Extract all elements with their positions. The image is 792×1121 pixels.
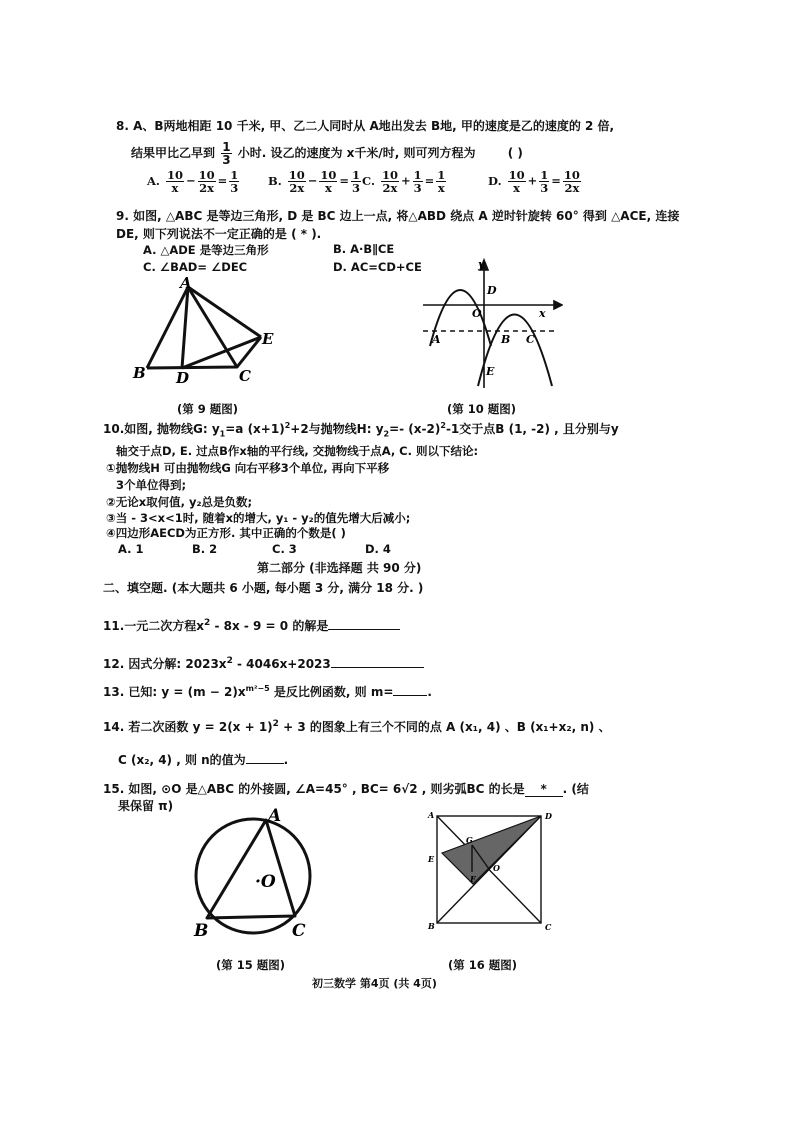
q15-answer-blank[interactable]: * <box>525 782 563 797</box>
label-d: D <box>176 369 190 387</box>
figure-9-caption: (第 9 题图) <box>177 402 239 416</box>
fraction-1 <box>166 169 184 194</box>
label-e: E <box>262 330 274 348</box>
fraction-1 <box>381 169 399 194</box>
fraction-1 <box>508 169 526 194</box>
label-e: E <box>428 854 435 864</box>
label-b: B <box>501 333 511 346</box>
q13-text-a: 13. 已知: y = (m − 2)x <box>103 685 246 699</box>
q10-conclusion-4: ④四边形AECD为正方形. 其中正确的个数是( ) <box>106 526 346 540</box>
q13-text-c: . <box>427 685 432 699</box>
x-axis-arrow <box>554 301 562 309</box>
q10-text-b: =a (x+1) <box>225 422 285 436</box>
q10-option-d: D. 4 <box>365 542 391 556</box>
denominator: x <box>437 181 445 195</box>
q10-text-e: -1交于点B (1, -2) , 且分别与y <box>445 422 619 436</box>
label-o: O <box>472 307 482 320</box>
q13-answer-blank[interactable] <box>393 695 427 696</box>
denominator: 2x <box>382 181 398 195</box>
triangle-abc <box>147 287 237 368</box>
q9-option-c: C. ∠BAD= ∠DEC <box>143 260 248 274</box>
equals-sign: = <box>339 173 350 188</box>
denominator: 2x <box>199 181 215 195</box>
fraction-2 <box>198 169 216 194</box>
q9-option-d: D. AC=CD+CE <box>333 260 422 274</box>
figure-15-caption: (第 15 题图) <box>216 958 286 972</box>
equals-sign: = <box>551 173 561 188</box>
fraction-1 <box>288 169 306 194</box>
numerator: 1 <box>540 168 549 182</box>
q14-line2-text: C (x₂, 4) , 则 n的值为 <box>118 753 246 767</box>
q8-fraction <box>221 141 231 166</box>
q14-sup: 2 <box>272 719 279 729</box>
fraction-3 <box>563 169 581 194</box>
option-label: B. <box>268 173 282 188</box>
numerator: 1 <box>413 168 422 182</box>
q11 <box>103 617 400 634</box>
q10-sup1: 2 <box>284 421 291 430</box>
label-f: F <box>470 874 476 884</box>
label-e: E <box>486 365 495 378</box>
q15-text-a: 15. 如图, ⊙O 是△ABC 的外接圆, ∠A=45° , BC= 6√2 , 则劣弧BC 的长是 <box>103 782 525 796</box>
label-d: D <box>545 811 552 821</box>
q14-text-b: + 3 的图象上有三个不同的点 A (x₁, 4) 、B (x₁+x₂, n) 、 <box>278 720 611 734</box>
denominator: x <box>171 181 179 195</box>
numerator: 1 <box>437 168 446 182</box>
label-b: B <box>428 921 435 931</box>
q10-line1 <box>103 420 619 438</box>
label-c: C <box>545 922 552 932</box>
q8-frac-den: 3 <box>222 153 231 167</box>
q11-answer-blank[interactable] <box>328 629 400 630</box>
fraction-3 <box>351 169 361 194</box>
fraction-3 <box>229 169 239 194</box>
q15-line1 <box>103 780 589 797</box>
numerator: 10 <box>198 168 215 182</box>
q8-option-c <box>362 169 448 194</box>
equals-sign: = <box>217 173 228 188</box>
q10-conclusion-3: ③当 - 3<x<1时, 随着x的增大, y₁ - y₂的值先增大后减小; <box>106 511 411 525</box>
numerator: 10 <box>288 168 305 182</box>
fraction-2 <box>413 169 423 194</box>
q10-option-c: C. 3 <box>272 542 297 556</box>
denominator: 3 <box>540 181 549 195</box>
q10-sub1: 1 <box>219 429 226 439</box>
numerator: 10 <box>381 168 398 182</box>
denominator: 3 <box>413 181 422 195</box>
q10-conclusion-1a: ①抛物线H 可由抛物线G 向右平移3个单位, 再向下平移 <box>106 461 390 475</box>
q10-option-b: B. 2 <box>192 542 218 556</box>
q9-line1: 9. 如图, △ABC 是等边三角形, D 是 BC 边上一点, 将△ABD 绕点 A 逆时针旋转 60° 得到 △ACE, 连接 <box>116 209 680 223</box>
q10-conclusion-1b: 3个单位得到; <box>116 478 187 492</box>
q8-option-a <box>147 169 241 194</box>
q11-text-a: 11.一元二次方程x <box>103 619 204 633</box>
label-a: A <box>432 333 441 346</box>
q15-line2: 果保留 π) <box>118 799 174 813</box>
q8-frac-num: 1 <box>222 140 231 154</box>
part-2-heading: 第二部分 (非选择题 共 90 分) <box>257 561 422 575</box>
q10-text-c: +2与抛物线H: y <box>290 422 384 436</box>
q14-text-a: 14. 若二次函数 y = 2(x + 1) <box>103 720 273 734</box>
figure-9-triangle <box>125 275 285 390</box>
triangle-abc <box>207 820 295 918</box>
figure-16-square <box>426 808 558 938</box>
fraction-2 <box>539 169 549 194</box>
q8-option-b <box>268 169 363 194</box>
q8-answer-paren: ( ) <box>507 146 523 160</box>
label-c: C <box>239 367 251 385</box>
q10-sub2: 2 <box>383 429 390 439</box>
denominator: 3 <box>352 181 361 195</box>
fraction-2 <box>319 169 337 194</box>
q9-line2: DE, 则下列说法不一定正确的是 ( * ). <box>116 227 322 241</box>
q12-text-b: - 4046x+2023 <box>232 657 331 671</box>
shaded-triangle <box>442 816 541 884</box>
q11-sup: 2 <box>204 618 211 628</box>
q8-line2-a: 结果甲比乙早到 <box>131 146 216 160</box>
label-c: C <box>292 921 306 940</box>
q12 <box>103 655 424 672</box>
label-c: C <box>526 333 535 346</box>
q10-text-a: 10.如图, 抛物线G: y <box>103 422 220 436</box>
figure-10-parabolas <box>418 258 563 393</box>
option-label: C. <box>362 173 375 188</box>
q10-sup2: 2 <box>440 421 446 430</box>
label-a: A <box>268 806 282 826</box>
numerator: 1 <box>352 168 361 182</box>
q9-option-a: A. △ADE 是等边三角形 <box>143 243 269 257</box>
numerator: 10 <box>320 168 337 182</box>
label-o: ·O <box>255 872 276 892</box>
figure-16-caption: (第 16 题图) <box>448 958 518 972</box>
q10-conclusion-2: ②无论x取何值, y₂总是负数; <box>106 495 253 509</box>
page-footer: 初三数学 第4页 (共 4页) <box>312 977 437 990</box>
q13-sup: m²−5 <box>245 684 270 693</box>
q12-answer-blank[interactable] <box>331 667 424 668</box>
denominator: x <box>513 181 521 195</box>
numerator: 10 <box>508 168 525 182</box>
figure-15-circle <box>183 805 328 940</box>
q8-line1: 8. A、B两地相距 10 千米, 甲、乙二人同时从 A地出发去 B地, 甲的速度是乙的速度的 2 倍, <box>116 119 615 133</box>
label-a: A <box>180 275 192 292</box>
denominator: x <box>324 181 332 195</box>
operator: − <box>307 173 318 188</box>
label-o: O <box>493 863 500 873</box>
operator: + <box>527 173 538 188</box>
segment-ae <box>188 287 261 337</box>
numerator: 10 <box>563 168 580 182</box>
q11-text-b: - 8x - 9 = 0 的解是 <box>210 619 329 633</box>
label-x: x <box>539 307 546 320</box>
label-d: D <box>487 284 497 297</box>
q9-option-b: B. A·B∥CE <box>333 242 395 256</box>
q8-line2-b: 小时. 设乙的速度为 x千米/时, 则可列方程为 <box>237 146 476 160</box>
label-y: y <box>478 258 485 271</box>
label-g: G <box>466 835 473 845</box>
q13-text-b: 是反比例函数, 则 m= <box>269 685 394 699</box>
denominator: 2x <box>564 181 580 195</box>
operator: − <box>185 173 196 188</box>
q14-end: . <box>283 753 289 767</box>
option-label: A. <box>147 173 160 188</box>
q15-text-b: . (结 <box>562 782 589 796</box>
fraction-3 <box>436 169 446 194</box>
option-label: D. <box>488 173 502 188</box>
q12-text-a: 12. 因式分解: 2023x <box>103 657 227 671</box>
q14-line2 <box>118 751 288 768</box>
figure-10-caption: (第 10 题图) <box>447 402 517 416</box>
q8-option-d <box>488 169 583 194</box>
numerator: 10 <box>166 168 183 182</box>
q10-line2: 轴交于点D, E. 过点B作x轴的平行线, 交抛物线于点A, C. 则以下结论: <box>116 444 479 458</box>
label-b: B <box>194 921 209 940</box>
section-2-heading: 二、填空题. (本大题共 6 小题, 每小题 3 分, 满分 18 分. ) <box>103 581 424 595</box>
label-b: B <box>133 364 146 382</box>
denominator: 2x <box>289 181 305 195</box>
q14-line1 <box>103 718 611 735</box>
operator: + <box>400 173 411 188</box>
q13 <box>103 683 432 700</box>
numerator: 1 <box>230 168 239 182</box>
q10-text-d: =- (x-2) <box>389 422 441 436</box>
q12-sup: 2 <box>226 656 233 666</box>
denominator: 3 <box>230 181 239 195</box>
equals-sign: = <box>424 173 435 188</box>
q8-line2 <box>131 141 523 166</box>
q14-answer-blank[interactable] <box>246 763 284 764</box>
label-a: A <box>428 810 435 820</box>
q10-option-a: A. 1 <box>118 542 144 556</box>
